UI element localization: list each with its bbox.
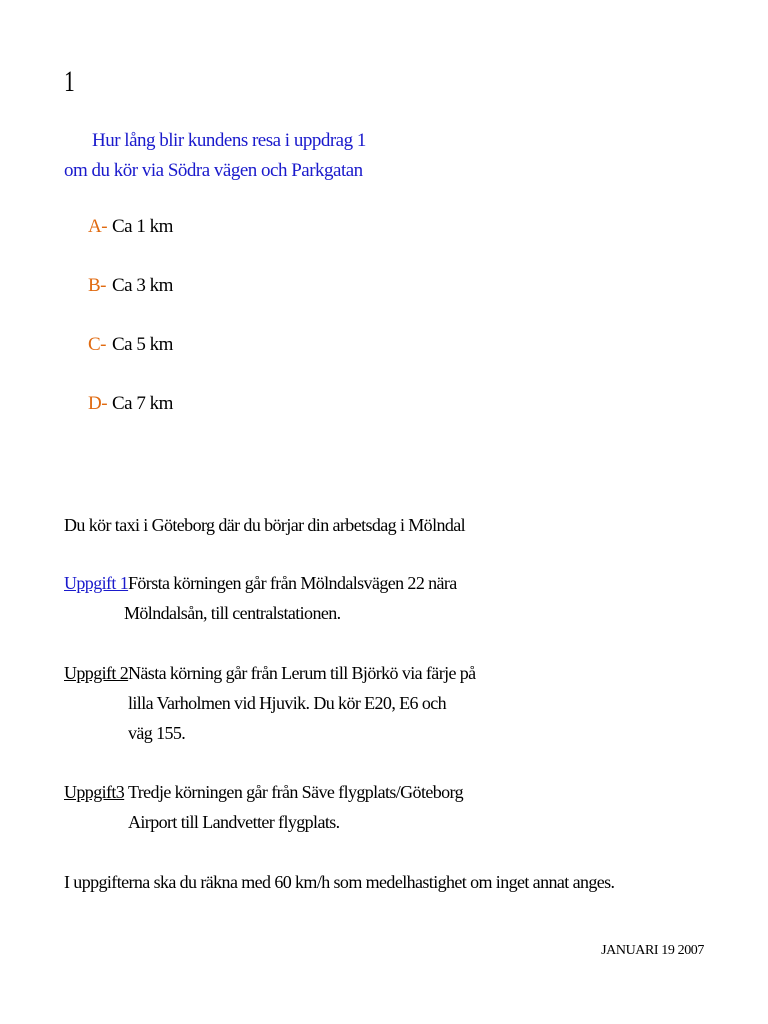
task-1-line-2: Mölndalsån, till centralstationen. (124, 603, 341, 623)
task-2-line-1: Nästa körning går från Lerum till Björkö via färje på (128, 663, 476, 683)
option-d[interactable] (88, 392, 173, 416)
task-3 (64, 777, 463, 837)
average-speed-note: I uppgifterna ska du räkna med 60 km/h som medelhastighet om inget annat anges. (64, 872, 615, 892)
task-2-line-3: väg 155. (128, 723, 186, 743)
task-3-line-1: Tredje körningen går från Säve flygplats/Göteborg (128, 782, 464, 802)
option-b-text: Ca 3 km (112, 275, 173, 296)
option-c-letter: C- (88, 334, 106, 355)
task-1 (64, 568, 457, 628)
option-c[interactable] (88, 333, 173, 357)
date-label: JANUARI 19 2007 (601, 943, 704, 958)
task-2-text (126, 658, 476, 748)
option-a-letter: A- (88, 216, 108, 237)
task-3-line-2: Airport till Landvetter flygplats. (128, 812, 340, 832)
intro-text: Du kör taxi i Göteborg där du börjar din arbetsdag i Mölndal (64, 515, 466, 535)
option-b-letter: B- (88, 275, 106, 296)
task-1-link[interactable]: Uppgift 1 (64, 573, 129, 593)
task-3-text (126, 777, 463, 837)
question-line-1: Hur lång blir kundens resa i uppdrag 1 (92, 130, 366, 151)
page-number: 1 (64, 65, 75, 98)
task-2-label: Uppgift 2 (64, 663, 129, 683)
option-d-letter: D- (88, 393, 108, 414)
option-d-text: Ca 7 km (112, 393, 173, 414)
task-1-text (126, 568, 457, 628)
question-line-2: om du kör via Södra vägen och Parkgatan (64, 160, 363, 181)
option-a[interactable] (88, 215, 173, 239)
task-1-line-1: Första körningen går från Mölndalsvägen 22 nära (128, 573, 457, 593)
option-b[interactable] (88, 274, 173, 298)
task-3-label: Uppgift3 (64, 782, 125, 802)
task-2 (64, 658, 476, 748)
option-a-text: Ca 1 km (112, 216, 173, 237)
question-text (64, 126, 366, 186)
task-2-line-2: lilla Varholmen vid Hjuvik. Du kör E20, E6 och (128, 693, 447, 713)
option-c-text: Ca 5 km (112, 334, 173, 355)
